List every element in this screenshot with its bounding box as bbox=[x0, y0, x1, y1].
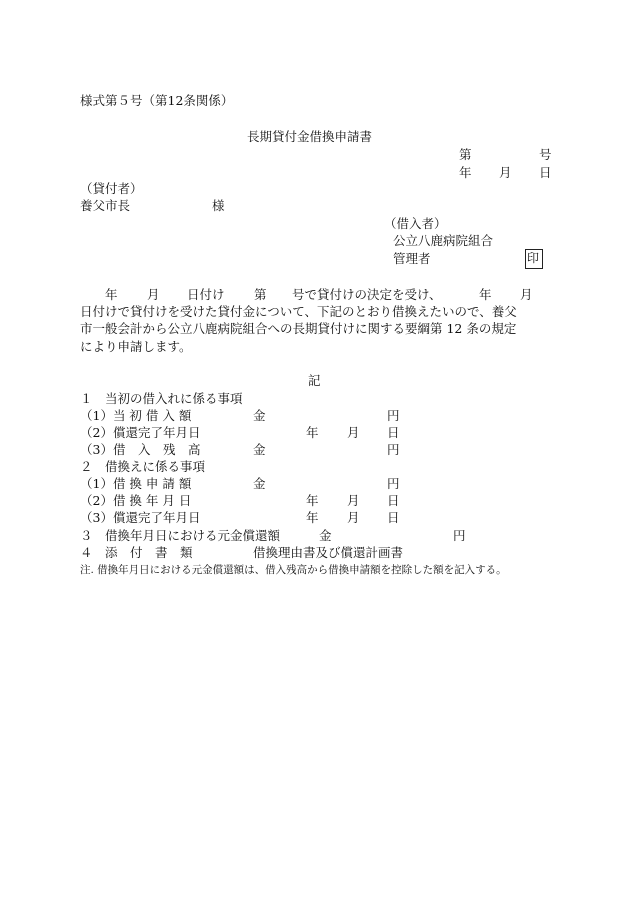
s3-yen: 円 bbox=[453, 528, 466, 543]
form-number: 様式第５号（第12条関係） bbox=[80, 93, 234, 108]
s2-row2-label: （2）借 換 年 月 日 bbox=[80, 493, 192, 508]
lender-name: 養父市長 bbox=[80, 198, 131, 213]
s2-row2-day: 日 bbox=[387, 493, 400, 508]
section3-label: ３ 借換年月日における元金償還額 bbox=[80, 528, 281, 543]
borrower-org: 公立八鹿病院組合 bbox=[393, 233, 494, 248]
section1-heading: １ 当初の借入れに係る事項 bbox=[80, 391, 243, 406]
document-title: 長期貸付金借換申請書 bbox=[247, 129, 373, 144]
lender-label: （貸付者） bbox=[80, 181, 143, 196]
body-year: 年 bbox=[105, 287, 118, 302]
number-dai: 第 bbox=[459, 147, 472, 162]
body-month: 月 bbox=[147, 287, 160, 302]
number-go: 号 bbox=[539, 147, 552, 162]
section4-label: ４ 添 付 書 類 bbox=[80, 545, 193, 560]
s2-row1-yen: 円 bbox=[387, 476, 400, 491]
body-year2: 年 bbox=[479, 287, 492, 302]
s1-row3-label: （3）借 入 残 高 bbox=[80, 442, 201, 457]
body-dai: 第 bbox=[254, 287, 267, 302]
s1-row1-label: （1）当 初 借 入 額 bbox=[80, 408, 192, 423]
date-month: 月 bbox=[499, 165, 512, 180]
footnote: 注. 借換年月日における元金償還額は、借入残高から借換申請額を控除した額を記入する。 bbox=[80, 564, 507, 576]
date-year: 年 bbox=[459, 165, 472, 180]
s1-row2-year: 年 bbox=[306, 425, 319, 440]
s1-row3-yen: 円 bbox=[387, 442, 400, 457]
s1-row1-yen: 円 bbox=[387, 408, 400, 423]
s1-row1-kin: 金 bbox=[253, 408, 266, 423]
borrower-manager: 管理者 bbox=[393, 251, 431, 266]
s2-row3-day: 日 bbox=[387, 510, 400, 525]
section2-heading: ２ 借換えに係る事項 bbox=[80, 459, 206, 474]
date-day: 日 bbox=[539, 165, 552, 180]
s3-kin: 金 bbox=[319, 528, 332, 543]
s1-row2-label: （2）償還完了年月日 bbox=[80, 425, 201, 440]
s2-row3-year: 年 bbox=[306, 510, 319, 525]
seal-mark: 印 bbox=[527, 251, 540, 265]
borrower-label: （借入者） bbox=[384, 216, 447, 231]
s2-row3-label: （3）償還完了年月日 bbox=[80, 510, 201, 525]
body-line3: 市一般会計から公立八鹿病院組合への長期貸付けに関する要綱第 12 条の規定 bbox=[80, 321, 517, 336]
s2-row1-kin: 金 bbox=[253, 476, 266, 491]
s2-row2-year: 年 bbox=[306, 493, 319, 508]
s1-row3-kin: 金 bbox=[253, 442, 266, 457]
s2-row2-month: 月 bbox=[347, 493, 360, 508]
body-line2: 日付けで貸付けを受けた貸付金について、下記のとおり借換えたいので、養父 bbox=[80, 304, 517, 319]
body-line4: により申請します。 bbox=[80, 339, 192, 354]
s2-row1-label: （1）借 換 申 請 額 bbox=[80, 476, 192, 491]
body-month2: 月 bbox=[520, 287, 533, 302]
body-line1-text: 号で貸付けの決定を受け、 bbox=[292, 287, 442, 302]
s2-row3-month: 月 bbox=[347, 510, 360, 525]
ki-heading: 記 bbox=[308, 373, 321, 388]
body-day-dated: 日付け bbox=[187, 287, 225, 302]
s1-row2-day: 日 bbox=[387, 425, 400, 440]
s1-row2-month: 月 bbox=[347, 425, 360, 440]
lender-honorific: 様 bbox=[212, 198, 225, 213]
seal-box bbox=[525, 249, 543, 269]
section4-value: 借換理由書及び償還計画書 bbox=[253, 545, 404, 560]
